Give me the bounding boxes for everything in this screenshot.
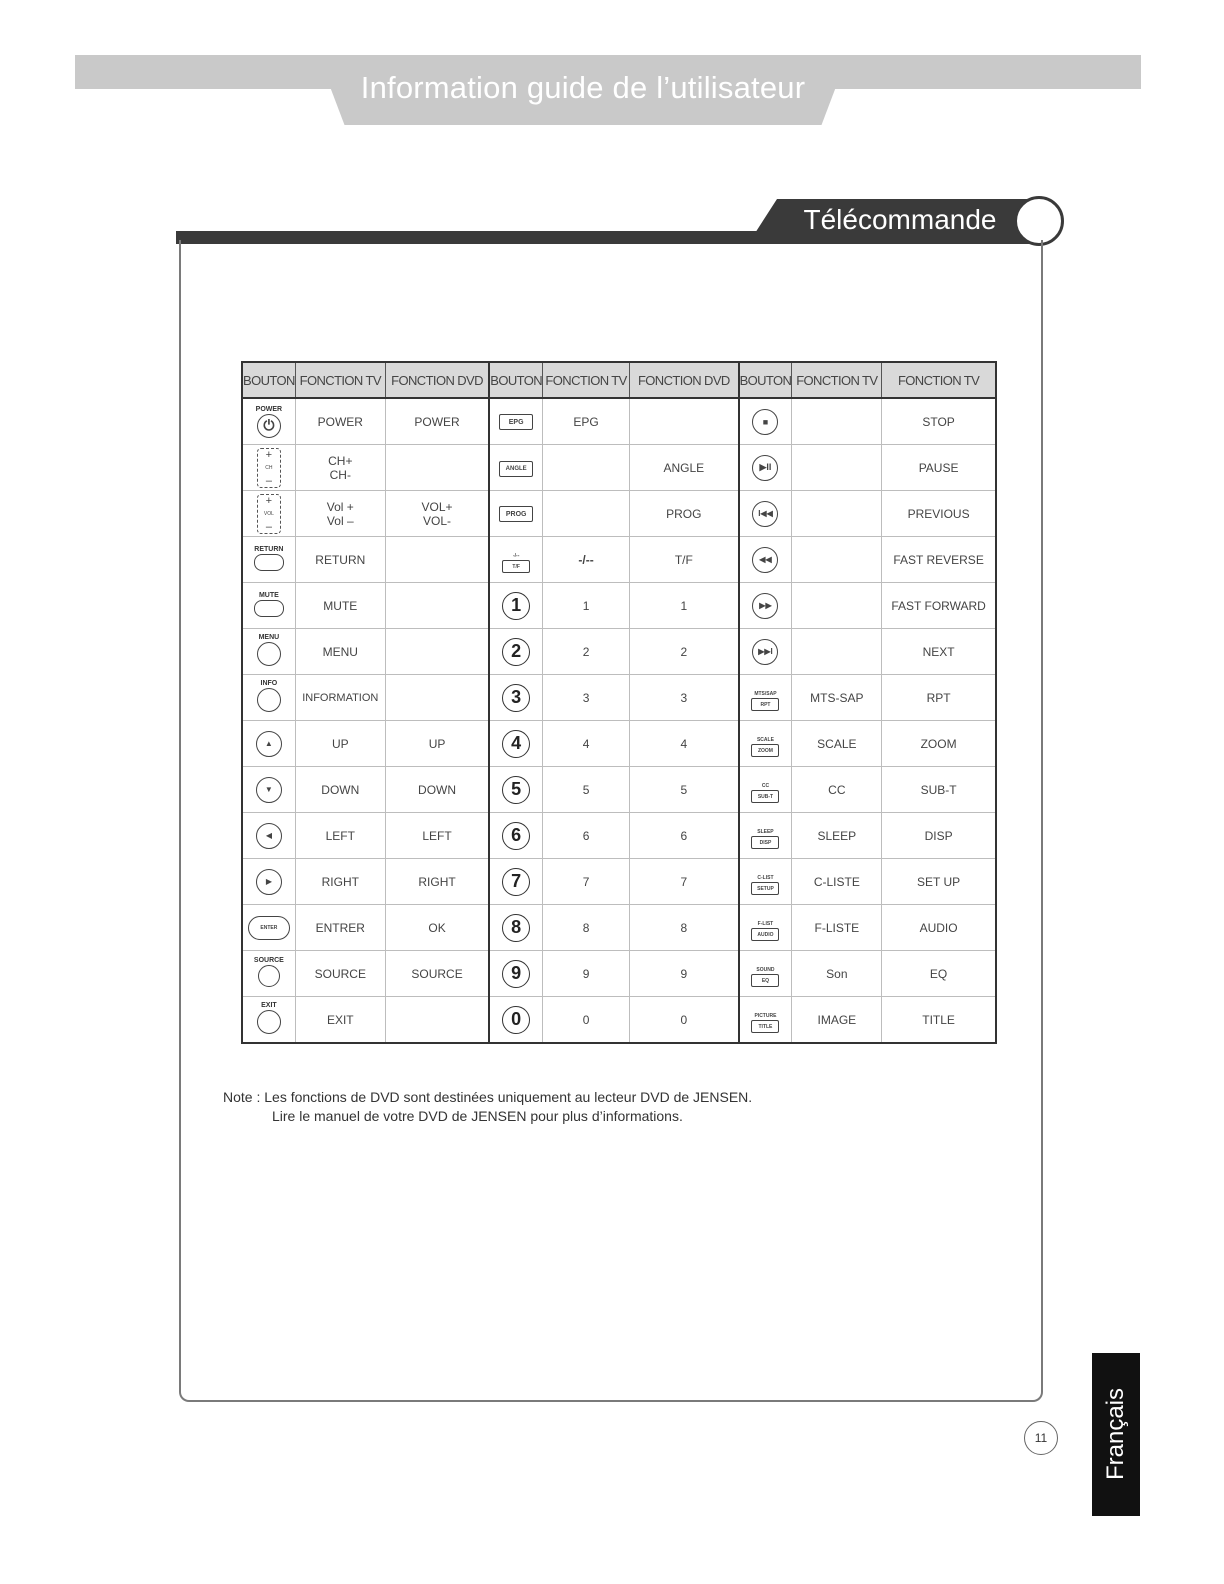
source-button-icon: [258, 965, 280, 987]
col-header: FONCTION TV: [792, 362, 882, 398]
button-cell: [739, 583, 792, 629]
dvd-function: 1: [630, 583, 739, 629]
tv-function-2: DISP: [882, 813, 996, 859]
tv-function: DOWN: [295, 767, 385, 813]
button-label: POWER: [255, 405, 283, 413]
stop-icon: ■: [752, 409, 778, 435]
table-row: [242, 537, 996, 583]
button-cell: [242, 445, 295, 491]
button-cell: [242, 491, 295, 537]
button-cell: [739, 905, 792, 951]
dvd-function: 2: [630, 629, 739, 675]
tv-function-2: TITLE: [882, 997, 996, 1044]
dvd-function: 0: [630, 997, 739, 1044]
button-cell: [242, 629, 295, 675]
info-button-icon: [257, 688, 281, 712]
button-cell: [242, 767, 295, 813]
epg-button-icon: EPG: [499, 414, 533, 430]
sound-eq-button-icon: SOUND EQ: [751, 967, 779, 987]
tv-function-2: STOP: [882, 398, 996, 445]
note-line-1: Note : Les fonctions de DVD sont destinées uniquement au lecteur DVD de JENSEN.: [223, 1089, 753, 1105]
table-row: [242, 997, 996, 1044]
button-cell: [489, 721, 542, 767]
button-cell: [242, 859, 295, 905]
enter-button-icon: ENTER: [248, 916, 290, 940]
digit-button-icon: 4: [502, 730, 530, 758]
tv-function: [792, 629, 882, 675]
tv-function: INFORMATION: [295, 675, 385, 721]
tv-function: F-LISTE: [792, 905, 882, 951]
table-row: [242, 445, 996, 491]
note-line-2: Lire le manuel de votre DVD de JENSEN pour plus d’informations.: [272, 1108, 683, 1124]
tv-function: -/--: [543, 537, 630, 583]
dvd-function: 6: [630, 813, 739, 859]
remote-functions-table: [241, 361, 997, 1044]
fast-forward-icon: ▶▶: [752, 593, 778, 619]
tv-function: [792, 583, 882, 629]
tv-function: RETURN: [295, 537, 385, 583]
dvd-function: 9: [630, 951, 739, 997]
tv-function: MUTE: [295, 583, 385, 629]
previous-icon: I◀◀: [752, 501, 778, 527]
tv-function: SLEEP: [792, 813, 882, 859]
dvd-function: [630, 398, 739, 445]
digit-button-icon: 7: [502, 868, 530, 896]
table-row: [242, 398, 996, 445]
table-row: [242, 813, 996, 859]
button-cell: [242, 675, 295, 721]
mts-rpt-button-icon: MTS/SAP RPT: [751, 691, 779, 711]
picture-title-button-icon: PICTURE TITLE: [751, 1013, 779, 1033]
dvd-function: T/F: [630, 537, 739, 583]
button-label: SOURCE: [253, 957, 284, 964]
tv-function: SOURCE: [295, 951, 385, 997]
button-cell: [739, 767, 792, 813]
button-cell: [489, 951, 542, 997]
tv-function-2: SET UP: [882, 859, 996, 905]
tv-function-2: PREVIOUS: [882, 491, 996, 537]
digit-button-icon: 8: [502, 914, 530, 942]
col-header: FONCTION TV: [295, 362, 385, 398]
button-cell: [242, 951, 295, 997]
dvd-function: VOL+ VOL-: [385, 491, 489, 537]
tv-function: POWER: [295, 398, 385, 445]
button-cell: [489, 398, 542, 445]
button-cell: [739, 951, 792, 997]
tv-function: EPG: [543, 398, 630, 445]
clist-setup-button-icon: C-LIST SETUP: [751, 875, 779, 895]
tv-function: 9: [543, 951, 630, 997]
tv-function: 0: [543, 997, 630, 1044]
button-cell: [739, 398, 792, 445]
volume-rocker-icon: + VOL –: [257, 494, 281, 534]
dvd-function: [385, 675, 489, 721]
tv-function: RIGHT: [295, 859, 385, 905]
table-row: [242, 905, 996, 951]
button-cell: [739, 629, 792, 675]
tv-function: 7: [543, 859, 630, 905]
menu-button-icon: [257, 642, 281, 666]
button-cell: [242, 721, 295, 767]
dvd-function: 3: [630, 675, 739, 721]
col-header: FONCTION TV: [882, 362, 996, 398]
tv-function-2: ZOOM: [882, 721, 996, 767]
up-arrow-icon: ▲: [256, 731, 282, 757]
button-cell: [489, 491, 542, 537]
tv-function: CH+ CH-: [295, 445, 385, 491]
button-label: RETURN: [254, 545, 284, 553]
digit-toggle-icon: -/-- T/F: [502, 553, 530, 573]
dvd-function: PROG: [630, 491, 739, 537]
button-cell: [739, 813, 792, 859]
button-cell: [489, 767, 542, 813]
digit-button-icon: 5: [502, 776, 530, 804]
tv-function: [792, 445, 882, 491]
prog-button-icon: PROG: [499, 506, 533, 522]
flist-audio-button-icon: F-LIST AUDIO: [751, 921, 779, 941]
dvd-function: RIGHT: [385, 859, 489, 905]
page-number: 11: [1024, 1421, 1058, 1455]
button-cell: [489, 583, 542, 629]
tv-function: Vol + Vol –: [295, 491, 385, 537]
dvd-function: LEFT: [385, 813, 489, 859]
tv-function: 6: [543, 813, 630, 859]
dvd-function: [385, 997, 489, 1044]
tv-function: SCALE: [792, 721, 882, 767]
angle-button-icon: ANGLE: [499, 461, 533, 477]
button-cell: [739, 997, 792, 1044]
tv-function: [543, 491, 630, 537]
table-row: [242, 859, 996, 905]
table-row: [242, 629, 996, 675]
down-arrow-icon: ▼: [256, 777, 282, 803]
note: [223, 1088, 752, 1126]
button-label: INFO: [260, 680, 278, 687]
language-tab-label: Français: [1102, 1387, 1129, 1481]
button-cell: [739, 491, 792, 537]
dvd-function: 8: [630, 905, 739, 951]
tv-function: Son: [792, 951, 882, 997]
tv-function: [792, 398, 882, 445]
dvd-function: ANGLE: [630, 445, 739, 491]
button-cell: [489, 445, 542, 491]
dvd-function: [385, 445, 489, 491]
button-cell: [242, 537, 295, 583]
tv-function: 3: [543, 675, 630, 721]
button-cell: [739, 721, 792, 767]
tv-function-2: FAST REVERSE: [882, 537, 996, 583]
tv-function: EXIT: [295, 997, 385, 1044]
next-icon: ▶▶I: [752, 639, 778, 665]
col-header: BOUTON: [242, 362, 295, 398]
digit-button-icon: 9: [502, 960, 530, 988]
tv-function-2: SUB-T: [882, 767, 996, 813]
table-header-row: [242, 362, 996, 398]
tv-function: 8: [543, 905, 630, 951]
tv-function-2: PAUSE: [882, 445, 996, 491]
button-cell: [242, 997, 295, 1044]
button-cell: [489, 859, 542, 905]
tv-function: UP: [295, 721, 385, 767]
button-cell: [489, 997, 542, 1044]
table-row: [242, 767, 996, 813]
button-cell: [242, 583, 295, 629]
tv-function: IMAGE: [792, 997, 882, 1044]
button-label: MUTE: [258, 591, 279, 599]
tv-function-2: EQ: [882, 951, 996, 997]
button-label: MENU: [258, 634, 280, 641]
col-header: FONCTION DVD: [385, 362, 489, 398]
col-header: FONCTION TV: [543, 362, 630, 398]
button-label: EXIT: [261, 1002, 277, 1009]
button-cell: [489, 629, 542, 675]
table-row: [242, 721, 996, 767]
button-cell: [739, 537, 792, 583]
page-title: Information guide de l’utilisateur: [360, 70, 806, 105]
left-arrow-icon: ◀: [256, 823, 282, 849]
table-row: [242, 583, 996, 629]
col-header: BOUTON: [739, 362, 792, 398]
dvd-function: OK: [385, 905, 489, 951]
exit-button-icon: [257, 1010, 281, 1034]
dvd-function: POWER: [385, 398, 489, 445]
button-cell: [489, 537, 542, 583]
button-cell: [242, 398, 295, 445]
dvd-function: [385, 583, 489, 629]
tv-function: C-LISTE: [792, 859, 882, 905]
dvd-function: DOWN: [385, 767, 489, 813]
button-cell: [739, 859, 792, 905]
dvd-function: 5: [630, 767, 739, 813]
tv-function: 4: [543, 721, 630, 767]
digit-button-icon: 2: [502, 638, 530, 666]
return-button-icon: [254, 554, 284, 571]
dvd-function: SOURCE: [385, 951, 489, 997]
tv-function: CC: [792, 767, 882, 813]
channel-rocker-icon: + CH –: [257, 448, 281, 488]
button-cell: [739, 445, 792, 491]
tv-function: 1: [543, 583, 630, 629]
tv-function: [543, 445, 630, 491]
button-cell: [489, 675, 542, 721]
tv-function-2: AUDIO: [882, 905, 996, 951]
scale-zoom-button-icon: SCALE ZOOM: [751, 737, 779, 757]
table-row: [242, 675, 996, 721]
dvd-function: 7: [630, 859, 739, 905]
dvd-function: 4: [630, 721, 739, 767]
sleep-disp-button-icon: SLEEP DISP: [751, 829, 779, 849]
tv-function-2: RPT: [882, 675, 996, 721]
section-title: Télécommande: [803, 204, 997, 235]
tv-function-2: FAST FORWARD: [882, 583, 996, 629]
section-circle-icon: [1014, 196, 1064, 246]
button-cell: [242, 813, 295, 859]
tv-function: ENTRER: [295, 905, 385, 951]
tv-function: MTS-SAP: [792, 675, 882, 721]
table-row: [242, 951, 996, 997]
right-arrow-icon: ▶: [256, 869, 282, 895]
dvd-function: [385, 537, 489, 583]
fast-reverse-icon: ◀◀: [752, 547, 778, 573]
digit-button-icon: 6: [502, 822, 530, 850]
digit-button-icon: 1: [502, 592, 530, 620]
digit-button-icon: 0: [502, 1006, 530, 1034]
col-header: BOUTON: [489, 362, 542, 398]
dvd-function: UP: [385, 721, 489, 767]
tv-function: 2: [543, 629, 630, 675]
button-cell: [739, 675, 792, 721]
mute-button-icon: [254, 600, 284, 617]
tv-function: 5: [543, 767, 630, 813]
button-cell: [489, 813, 542, 859]
col-header: FONCTION DVD: [630, 362, 739, 398]
cc-subt-button-icon: CC SUB-T: [751, 783, 779, 803]
play-pause-icon: ▶II: [752, 455, 778, 481]
table-row: [242, 491, 996, 537]
digit-button-icon: 3: [502, 684, 530, 712]
tv-function: [792, 537, 882, 583]
tv-function: LEFT: [295, 813, 385, 859]
power-icon: ⏻: [257, 414, 281, 438]
dvd-function: [385, 629, 489, 675]
tv-function-2: NEXT: [882, 629, 996, 675]
tv-function: MENU: [295, 629, 385, 675]
button-cell: [242, 905, 295, 951]
button-cell: [489, 905, 542, 951]
tv-function: [792, 491, 882, 537]
